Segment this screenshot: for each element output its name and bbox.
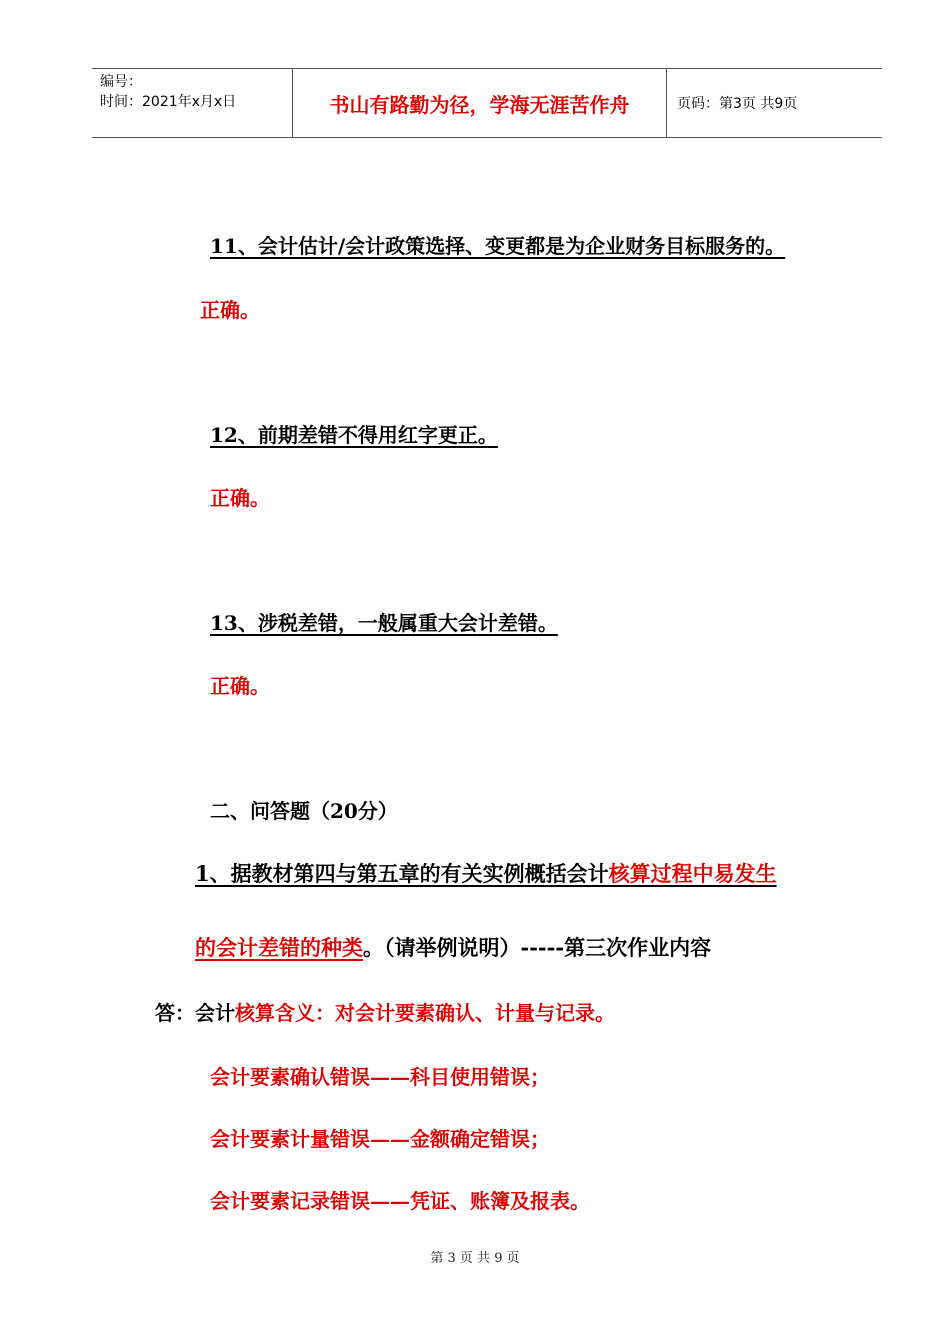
essay-question-highlight-2: 的会计差错的种类	[195, 935, 363, 960]
essay-question-highlight: 核算过程中易发生	[608, 861, 777, 886]
answer-prefix: 答：会计	[155, 1001, 235, 1025]
section-title: 二、问答题（20分）	[210, 799, 398, 823]
essay-question-text: 1、据教材第四与第五章的有关实例概括会计	[195, 861, 609, 886]
essay-question-line2	[195, 934, 711, 962]
time-label: 时间：2021年x月x日	[100, 94, 237, 110]
answer-12: 正确。	[210, 486, 270, 510]
question-13: 13、涉税差错，一般属重大会计差错。	[210, 611, 558, 635]
header-page-label: 页码：第3页 共9页	[677, 96, 798, 112]
answer-point-2: 会计要素计量错误——金额确定错误；	[210, 1127, 550, 1151]
answer-definition: 核算含义：对会计要素确认、计量与记录。	[235, 1001, 615, 1025]
answer-13: 正确。	[210, 674, 270, 698]
answer-11: 正确。	[200, 298, 260, 322]
page-header	[92, 68, 882, 138]
essay-question-text-2: 。（请举例说明）-----第三次作业内容	[363, 935, 712, 960]
header-motto: 书山有路勤为径，学海无涯苦作舟	[293, 69, 667, 137]
serial-label: 编号：	[100, 74, 142, 90]
page-footer: 第 3 页 共 9 页	[430, 1251, 520, 1266]
answer-point-3: 会计要素记录错误——凭证、账簿及报表。	[210, 1189, 590, 1213]
header-meta	[92, 69, 293, 137]
essay-question-line1	[195, 860, 777, 888]
question-12: 12、前期差错不得用红字更正。	[210, 423, 498, 447]
answer-line	[155, 999, 615, 1027]
answer-point-1: 会计要素确认错误——科目使用错误；	[210, 1065, 550, 1089]
question-11: 11、会计估计/会计政策选择、变更都是为企业财务目标服务的。	[210, 234, 786, 258]
